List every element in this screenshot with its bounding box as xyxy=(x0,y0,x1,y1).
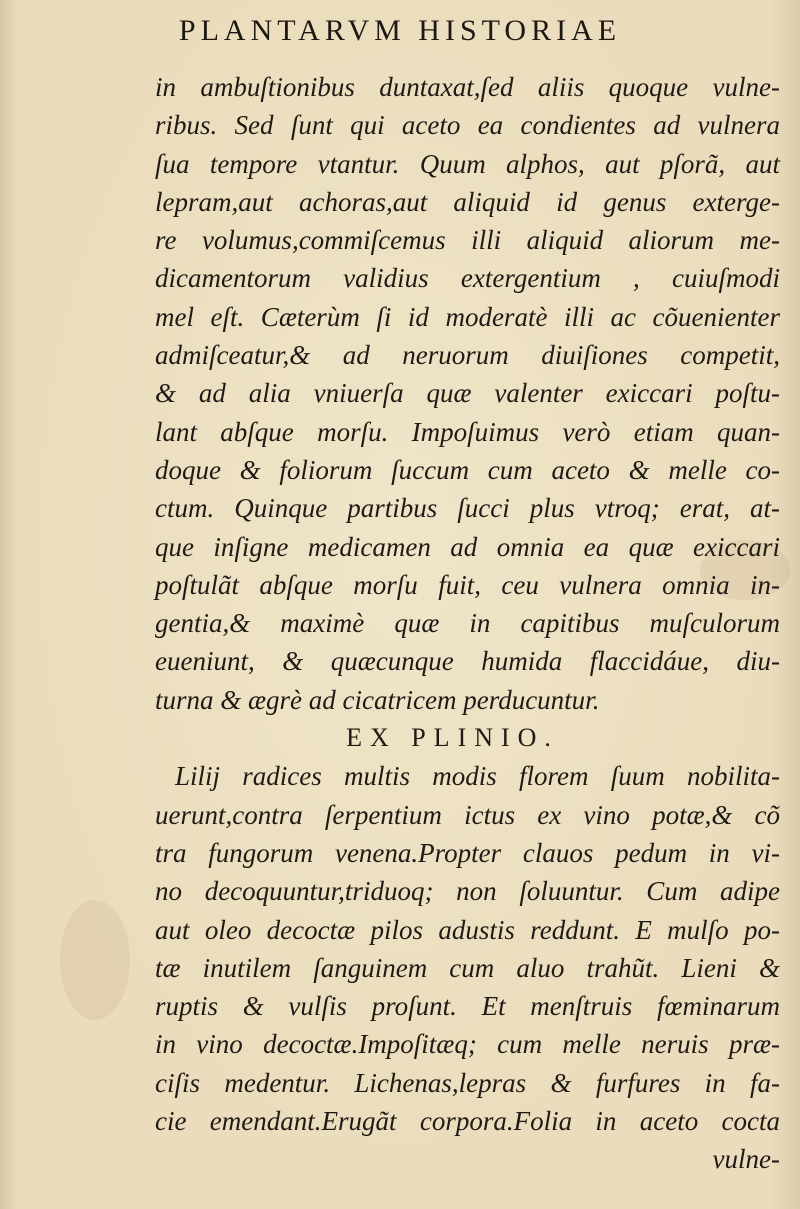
text-line: no decoquuntur,triduoq; non ſoluuntur. Cum adipe xyxy=(155,876,780,907)
text-line: lant abſque morſu. Impoſuimus verò etiam quan- xyxy=(155,416,780,447)
text-line: que inſigne medicamen ad omnia ea quæ exiccari xyxy=(155,531,780,562)
running-head: PLANTARVM HISTORIAE xyxy=(178,14,622,47)
text-line: admiſceatur,& ad neruorum diuiſiones competit, xyxy=(155,340,780,371)
text-line: tæ inutilem ſanguinem cum aluo trahũt. Lieni & xyxy=(155,952,780,983)
main-text-block xyxy=(155,68,780,1179)
catchword: vulne- xyxy=(712,1144,780,1175)
text-line: Lilij radices multis modis florem ſuum nobilita- xyxy=(175,761,780,792)
text-line: re volumus,commiſcemus illi aliquid aliorum me- xyxy=(155,225,780,256)
text-line: gentia,& maximè quæ in capitibus muſculorum xyxy=(155,608,780,639)
text-line: poſtulãt abſque morſu fuit, ceu vulnera omnia in- xyxy=(155,569,780,600)
text-line: ruptis & vulſis proſunt. Et menſtruis fœminarum xyxy=(155,991,780,1022)
text-line: ciſis medentur. Lichenas,lepras & furfures in fa- xyxy=(155,1067,780,1098)
text-line: lepram,aut achoras,aut aliquid id genus exterge- xyxy=(155,186,780,217)
text-line: in ambuſtionibus duntaxat,ſed aliis quoque vulne- xyxy=(155,72,780,102)
text-line: eueniunt, & quæcunque humida flaccidáue, diu- xyxy=(155,646,780,677)
paper-stain xyxy=(60,900,130,1020)
text-line: ribus. Sed ſunt qui aceto ea condientes ad vulnera xyxy=(155,110,780,141)
text-line: tra fungorum venena.Propter clauos pedum in vi- xyxy=(155,837,780,868)
text-line: ctum. Quinque partibus ſucci plus vtroq; erat, at- xyxy=(155,493,780,524)
text-line: in vino decoctæ.Impoſitæq; cum melle neruis præ- xyxy=(155,1029,780,1060)
text-line: turna & ægrè ad cicatricem perducuntur. xyxy=(155,684,600,715)
text-line: uerunt,contra ſerpentium ictus ex vino potæ,& cõ xyxy=(155,799,780,830)
text-line: ſua tempore vtantur. Quum alphos, aut pſorã, aut xyxy=(155,148,780,179)
text-line: doque & foliorum ſuccum cum aceto & melle co- xyxy=(155,454,780,485)
text-line: & ad alia vniuerſa quæ valenter exiccari poſtu- xyxy=(155,378,780,409)
text-line: aut oleo decoctæ pilos adustis reddunt. E mulſo po- xyxy=(155,914,780,945)
text-line: dicamentorum validius extergentium , cuiuſmodi xyxy=(155,263,780,294)
text-line: mel eſt. Cæterùm ſi id moderatè illi ac cõuenienter xyxy=(155,301,780,332)
section-heading: EX PLINIO. xyxy=(346,723,559,753)
text-line: cie emendant.Erugãt corpora.Folia in aceto cocta xyxy=(155,1106,780,1137)
